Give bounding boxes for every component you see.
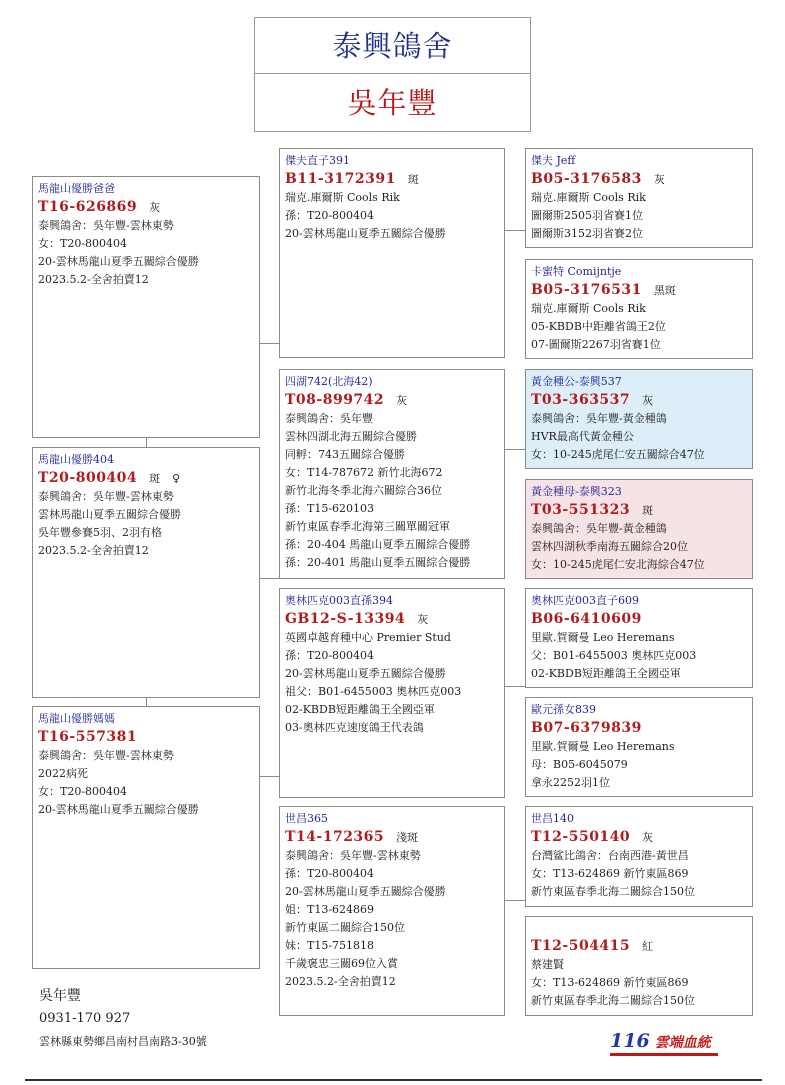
contact-name: 吳年豐 [39,988,81,1004]
info-line: 女：T20-800404 [38,785,128,798]
connector-line [259,776,279,777]
info-line: 瑞克.庫爾斯 Cools Rik [285,191,400,204]
pigeon-title: 傑夫 Jeff [531,154,576,167]
ring-number: GB12-S-13394 [285,611,406,627]
connector-line [146,437,147,447]
color-label: 斑 [642,504,654,517]
ring-number: T12-550140 [531,829,631,845]
info-line: 新竹北海冬季北海六關綜合36位 [285,484,442,497]
pedigree-box-dam [32,706,260,969]
info-line: 妹：T15-751818 [285,939,375,952]
pedigree-box-sss [525,148,753,248]
info-line: 孫：T20-800404 [285,209,375,222]
connector-line [504,686,525,687]
pedigree-box-dam-dam [279,806,505,1016]
pigeon-title: 馬龍山優勝404 [38,453,114,466]
info-line: 蔡建賢 [531,958,564,971]
pigeon-title: 奧林匹克003直子609 [531,594,639,607]
info-line: 吳年豐參賽5羽、2羽有格 [38,526,162,539]
color-label: 灰 [653,173,665,186]
pedigree-box-ddd [525,916,753,1016]
info-line: HVR最高代黃金種公 [531,430,634,443]
info-line: 2023.5.2-全舍拍賣12 [38,544,149,557]
info-line: 泰興鴿舍：吳年豐-黃金種鴿 [531,522,667,535]
pigeon-title: 馬龍山優勝媽媽 [38,712,115,725]
info-line: 母：B05-6045079 [531,758,628,771]
contact-address: 雲林縣東勢鄉昌南村昌南路3-30號 [39,1035,207,1048]
ring-number: T08-899742 [285,392,385,408]
pedigree-box-sdd [525,479,753,579]
pedigree-box-dam-sire [279,588,505,798]
info-line: 千歲褒忠三關69位入賞 [285,957,398,970]
info-line: 新竹東區春季北海第三關單關冠軍 [285,520,450,533]
color-label: 淺斑 [396,831,419,844]
connector-line [146,697,147,706]
info-line: 泰興鴿舍：吳年豐-雲林東勢 [38,490,174,503]
pedigree-box-dsd [525,697,753,797]
color-label: 紅 [642,940,654,953]
info-line: 20-雲林馬龍山夏季五關綜合優勝 [285,885,446,898]
info-line: 女：10-245虎尾仁安北海綜合47位 [531,558,705,571]
pigeon-title: 傑夫直子391 [285,154,350,167]
info-line: 圖爾斯3152羽省賽2位 [531,227,643,240]
info-line: 03-奧林匹克速度鴿王代表鴿 [285,721,424,734]
logo-number: 116 [610,1030,650,1052]
color-label: 斑 [407,173,419,186]
pigeon-title: 歐元孫女839 [531,703,596,716]
ring-number: T12-504415 [531,938,631,954]
connector-line [504,900,525,901]
info-line: 02-KBDB短距離鴿王全國亞軍 [531,667,681,680]
info-line: 女：T20-800404 [38,237,128,250]
ring-number: T14-172365 [285,829,385,845]
info-line: 里歐.賀爾曼 Leo Heremans [531,740,675,753]
info-line: 20-雲林馬龍山夏季五關綜合優勝 [285,227,446,240]
info-line: 泰興鴿舍：吳年豐 [285,412,373,425]
info-line: 女：T13-624869 新竹東區869 [531,976,689,989]
info-line: 2022病死 [38,767,88,780]
info-line: 父：B01-6455003 奧林匹克003 [531,649,697,662]
connector-line [504,449,525,450]
pedigree-box-dss [525,588,753,688]
ring-number: T03-363537 [531,392,631,408]
info-line: 瑞克.庫爾斯 Cools Rik [531,191,646,204]
owner-name-box [254,73,531,132]
pigeon-title: 馬龍山優勝爸爸 [38,182,115,195]
info-line: 新竹東區春季北海二關綜合150位 [531,994,695,1007]
color-label: 灰 [417,613,429,626]
pedigree-box-sire-dam [279,369,505,579]
pigeon-title: 奧林匹克003直孫394 [285,594,393,607]
info-line: 孫：20-401 馬龍山夏季五關綜合優勝 [285,556,471,569]
info-line: 瑞克.庫爾斯 Cools Rik [531,302,646,315]
logo-underline [610,1053,718,1056]
info-line: 雲林馬龍山夏季五關綜合優勝 [38,508,181,521]
info-line: 祖父：B01-6455003 奧林匹克003 [285,685,462,698]
info-line: 20-雲林馬龍山夏季五關綜合優勝 [38,255,199,268]
pigeon-title: 黃金種母-泰興323 [531,485,622,498]
info-line: 2023.5.2-全舍拍賣12 [38,273,149,286]
pigeon-title: 黃金種公-泰興537 [531,375,622,388]
info-line: 英國卓越育種中心 Premier Stud [285,631,451,644]
info-line: 05-KBDB中距離省鴿王2位 [531,320,666,333]
ring-number: T03-551323 [531,502,631,518]
info-line: 女：T14-787672 新竹北海672 [285,466,443,479]
color-label: 灰 [642,394,654,407]
pigeon-title: 世昌140 [531,812,574,825]
ring-number: B11-3172391 [285,171,396,187]
pigeon-title: 卡蜜特 Comijntje [531,265,622,278]
brand-logo [610,1030,711,1052]
info-line: 圖爾斯2505羽省賽1位 [531,209,643,222]
info-line: 姐：T13-624869 [285,903,375,916]
info-line: 孫：T20-800404 [285,867,375,880]
connector-line [259,343,279,344]
info-line: 2023.5.2-全舍拍賣12 [285,975,396,988]
ring-number: T16-626869 [38,199,138,215]
logo-text: 雲端血統 [654,1035,711,1051]
loft-name: 泰興鴿舍 [332,29,453,63]
color-label: 灰 [396,394,408,407]
ring-number: B05-3176531 [531,282,642,298]
info-line: 雲林四湖秋季南海五關綜合20位 [531,540,688,553]
pedigree-box-sire [32,176,260,438]
info-line: 拿永2252羽1位 [531,776,610,789]
ring-number: B05-3176583 [531,171,642,187]
bottom-divider [25,1079,762,1081]
pedigree-box-subject [32,447,260,698]
owner-name: 吳年豐 [347,86,438,120]
ring-number: T16-557381 [38,729,138,745]
info-line: 泰興鴿舍：吳年豐-黃金種鴿 [531,412,667,425]
color-label: 灰 [149,201,161,214]
info-line: 20-雲林馬龍山夏季五關綜合優勝 [38,803,199,816]
pigeon-title: 世昌365 [285,812,328,825]
ring-number: B06-6410609 [531,611,642,627]
color-label: 灰 [642,831,654,844]
info-line: 雲林四湖北海五關綜合優勝 [285,430,417,443]
ring-number: B07-6379839 [531,720,642,736]
info-line: 07-圖爾斯2267羽省賽1位 [531,338,661,351]
info-line: 孫：T20-800404 [285,649,375,662]
info-line: 泰興鴿舍：吳年豐-雲林東勢 [285,849,421,862]
info-line: 20-雲林馬龍山夏季五關綜合優勝 [285,667,446,680]
contact-info [39,985,207,1053]
pigeon-title: 四湖742(北海42) [285,375,373,388]
info-line: 女：T13-624869 新竹東區869 [531,867,689,880]
info-line: 02-KBDB短距離鴿王全國亞軍 [285,703,435,716]
ring-number: T20-800404 [38,470,138,486]
info-line: 同孵：743五關綜合優勝 [285,448,405,461]
color-label: 斑 [149,472,161,485]
info-line: 孫：20-404 馬龍山夏季五關綜合優勝 [285,538,471,551]
info-line: 泰興鴿舍：吳年豐-雲林東勢 [38,749,174,762]
info-line: 新竹東區春季北海二關綜合150位 [531,885,695,898]
connector-line [259,578,279,579]
info-line: 孫：T15-620103 [285,502,375,515]
info-line: 新竹東區二關綜合150位 [285,921,405,934]
info-line: 泰興鴿舍：吳年豐-雲林東勢 [38,219,174,232]
pedigree-box-ssd [525,259,753,359]
info-line: 女：10-245虎尾仁安五關綜合47位 [531,448,705,461]
sex-symbol: ♀ [172,472,181,485]
pedigree-box-sds [525,369,753,469]
info-line: 里歐.賀爾曼 Leo Heremans [531,631,675,644]
loft-name-box [254,17,531,75]
connector-line [504,230,525,231]
color-label: 黑斑 [653,284,676,297]
info-line: 台灣鲨比鴿舍：台南西港-黃世昌 [531,849,689,862]
contact-phone: 0931-170 927 [39,1011,131,1026]
pedigree-box-dds [525,806,753,907]
pedigree-box-sire-sire [279,148,505,358]
